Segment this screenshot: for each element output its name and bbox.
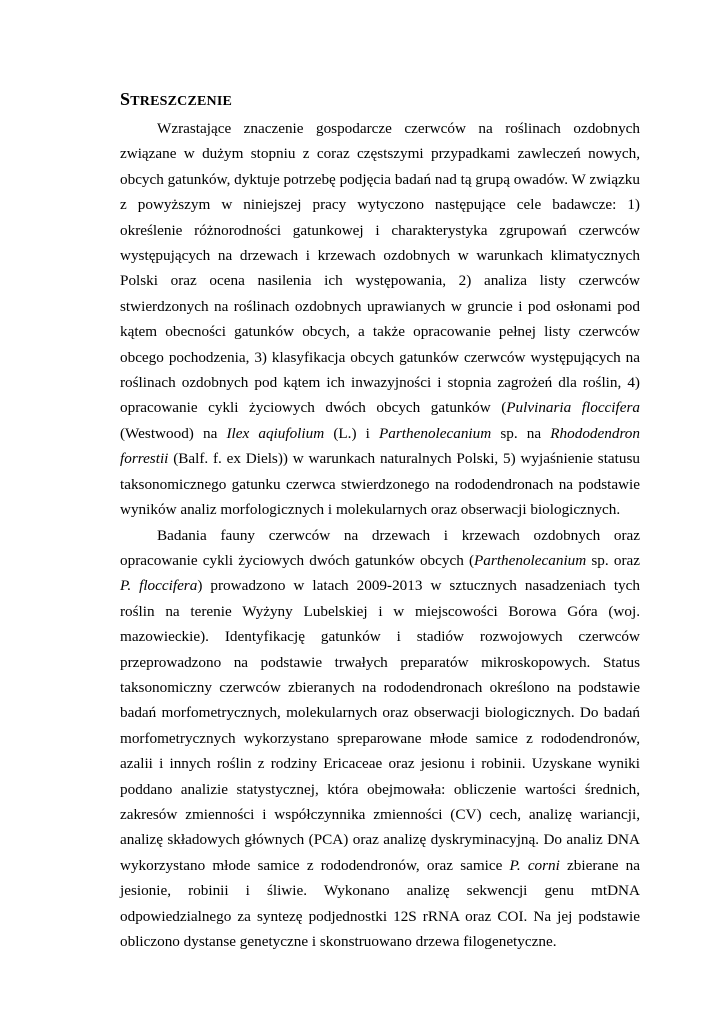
p1-species-4: Rhododendron forrestii xyxy=(120,424,640,468)
p1-text-1: Wzrastające znaczenie gospodarcze czerwców na roślinach ozdobnych związane w dużym stopniu z coraz częstszymi przypadkami zawleczeń nowych, obcych gatunków, dyktuje potrzebę podjęcia badań nad tą grupą owadów. W związku z powyższym w niniejszej pracy wytyczono następujące cele badawcze: 1) określenie różnorodności gatunkowej i charakterystyka zgrupowań czerwców występujących na drzewach i krzewach ozdobnych w warunkach klimatycznych Polski oraz ocena nasilenia ich występowania, 2) analiza listy czerwców stwierdzonych na roślinach ozdobnych uprawianych w gruncie i pod osłonami pod kątem obecności gatunków obcych, a także opracowanie pełnej listy czerwców obcego pochodzenia, 3) klasyfikacja obcych gatunków czerwców występujących na roślinach ozdobnych pod kątem ich inwazyjności i stopnia zagrożeń dla roślin, 4) opracowanie cykli życiowych dwóch obcych gatunków ( xyxy=(120,120,640,417)
abstract-paragraph-1 xyxy=(120,116,640,523)
p2-species-3: P. corni xyxy=(509,856,560,874)
p2-text-3: ) prowadzono w latach 2009-2013 w sztucznych nasadzeniach tych roślin na terenie Wyżyny Lubelskiej i w miejscowości Borowa Góra (woj. mazowieckie). Identyfikację gatunków i stadiów rozwojowych czerwców przeprowadzono na podstawie trwałych preparatów mikroskopowych. Status taksonomiczny czerwców zbieranych na rododendronach określono na podstawie badań morfometrycznych, molekularnych oraz obserwacji biologicznych. Do badań morfometrycznych wykorzystano spreparowane młode samice z rododendronów, azalii i innych roślin z rodziny Ericaceae oraz jesionu i robinii. Uzyskane wyniki poddano analizie statystycznej, która obejmowała: obliczenie wartości średnich, zakresów zmienności i współczynnika zmienności (CV) cech, analizę wariancji, analizę składowych głównych (PCA) oraz analizę dyskryminacyjną. Do analiz DNA wykorzystano młode samice z rododendronów, oraz samice xyxy=(120,577,640,874)
p2-species-1: Parthenolecanium xyxy=(474,551,587,569)
abstract-paragraph-2 xyxy=(120,523,640,955)
p1-text-2: (Westwood) na xyxy=(120,424,227,442)
p1-text-4: sp. na xyxy=(491,424,551,442)
document-page xyxy=(120,86,640,954)
p2-text-4: zbierane na jesionie, robinii i śliwie. Wykonano analizę sekwencji genu mtDNA odpowiedzialnego za syntezę podjednostki 12S rRNA oraz COI. Na jej podstawie obliczono dystanse genetyczne i skonstruowano drzewa filogenetyczne. xyxy=(120,856,640,950)
p1-text-3: (L.) i xyxy=(324,424,380,442)
heading-rest: TRESZCZENIE xyxy=(130,94,233,109)
heading-initial: S xyxy=(120,89,131,109)
p1-species-2: Ilex aqiufolium xyxy=(226,424,325,442)
p1-species-3: Parthenolecanium xyxy=(379,424,492,442)
p1-text-5: (Balf. f. ex Diels)) w warunkach naturalnych Polski, 5) wyjaśnienie statusu taksonomicznego gatunku czerwca stwierdzonego na rododendronach na podstawie wyników analiz morfologicznych i molekularnych oraz obserwacji biologicznych. xyxy=(120,450,640,519)
p2-species-2: P. floccifera xyxy=(120,577,198,595)
p2-text-1: Badania fauny czerwców na drzewach i krzewach ozdobnych oraz opracowanie cykli życiowych dwóch gatunków obcych ( xyxy=(120,526,640,569)
section-heading xyxy=(120,86,640,115)
p1-species-1: Pulvinaria floccifera xyxy=(506,399,640,417)
p2-text-2: sp. oraz xyxy=(586,551,640,569)
